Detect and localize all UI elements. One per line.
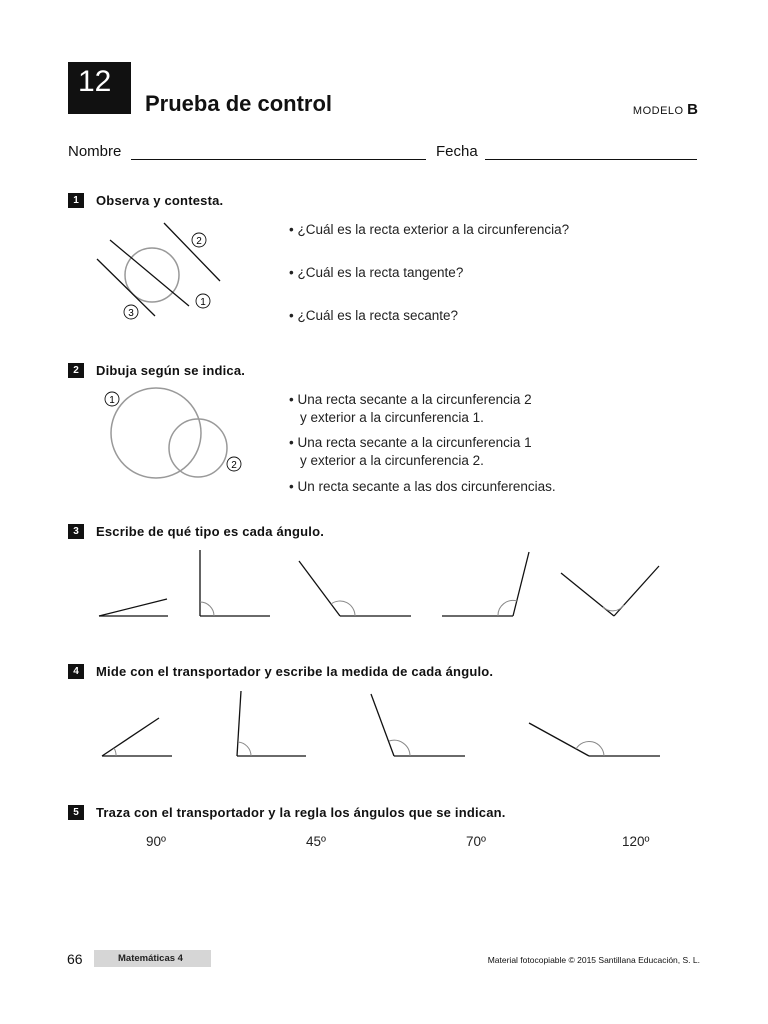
label-3: 3	[128, 308, 134, 319]
ex3-angle-obtuse	[299, 561, 411, 616]
angle-45-label: 45º	[306, 834, 326, 849]
page-number: 66	[67, 951, 83, 967]
exercise-1-question-1: • ¿Cuál es la recta exterior a la circunferencia?	[289, 222, 570, 237]
ex3-angle-v	[561, 566, 659, 616]
instruction-1-line-2: y exterior a la circunferencia 1.	[300, 410, 484, 425]
exercise-2-title: Dibuja según se indica.	[96, 363, 246, 378]
ex3-angle-right	[200, 550, 270, 616]
ex4-angle-3	[371, 694, 465, 756]
model-label-text: MODELO	[632, 105, 684, 117]
ex4-angle-4	[529, 723, 660, 756]
ex4-angle-2	[237, 691, 306, 756]
exercise-5-title: Traza con el transportador y la regla los ángulos que se indican.	[96, 805, 506, 820]
exercise-1-question-3: • ¿Cuál es la recta secante?	[289, 308, 459, 323]
angle-90-label: 90º	[146, 834, 166, 849]
label-2: 2	[231, 460, 237, 471]
page-title: Prueba de control	[145, 91, 333, 116]
exercise-1-title: Observa y contesta.	[96, 193, 224, 208]
copyright-notice: Material fotocopiable © 2015 Santillana Educación, S. L.	[487, 955, 700, 965]
exercise-1-number: 1	[68, 193, 84, 208]
instruction-2-line-2: y exterior a la circunferencia 2.	[300, 453, 484, 468]
exercise-3-title: Escribe de qué tipo es cada ángulo.	[96, 524, 325, 539]
label-1: 1	[200, 297, 206, 308]
exercise-5-number: 5	[68, 805, 84, 820]
ex4-angle-1	[102, 718, 172, 756]
exercise-3-number: 3	[68, 524, 84, 539]
instruction-2-line-1: • Una recta secante a la circunferencia 1	[289, 435, 532, 450]
ex3-angle-acute	[99, 599, 168, 616]
unit-number-badge: 12	[68, 62, 131, 114]
exercise-2-number: 2	[68, 363, 84, 378]
ex3-angle-acute-2	[442, 552, 529, 616]
angle-120-label: 120º	[622, 834, 650, 849]
label-1: 1	[109, 395, 115, 406]
exercise-4-title: Mide con el transportador y escribe la medida de cada ángulo.	[96, 664, 494, 679]
name-label: Nombre	[68, 143, 122, 160]
model-value: B	[687, 101, 698, 118]
exercise-1-question-2: • ¿Cuál es la recta tangente?	[289, 265, 464, 280]
instruction-1-line-1: • Una recta secante a la circunferencia 2	[289, 392, 532, 407]
angle-70-label: 70º	[466, 834, 486, 849]
date-label: Fecha	[436, 143, 478, 160]
book-title-tab: Matemáticas 4	[94, 950, 211, 967]
label-2: 2	[196, 236, 202, 247]
exercise-4-number: 4	[68, 664, 84, 679]
exercise-2-instruction-3: • Un recta secante a las dos circunferencias.	[289, 479, 556, 494]
